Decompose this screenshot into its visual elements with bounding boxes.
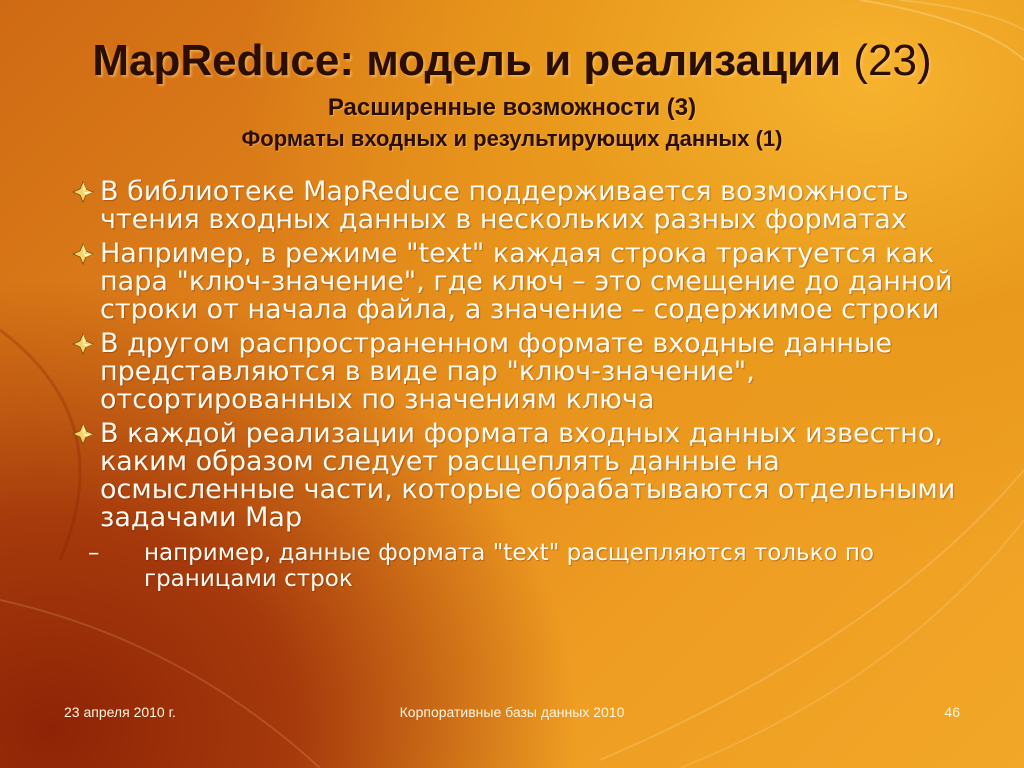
diamond-star-bullet-icon bbox=[72, 181, 94, 203]
slide-subtitle-1: Расширенные возможности (3) bbox=[327, 94, 697, 121]
bullet-item bbox=[72, 330, 972, 414]
footer-date: 23 апреля 2010 г. bbox=[64, 704, 176, 720]
bullet-item bbox=[72, 178, 972, 234]
slide-content bbox=[72, 178, 972, 592]
bullet-item bbox=[72, 240, 972, 324]
slide-title-number: (23) bbox=[853, 36, 932, 85]
sub-bullet-item bbox=[72, 540, 972, 592]
slide-title-main: MapReduce: модель и реализации bbox=[92, 36, 842, 85]
diamond-star-bullet-icon bbox=[72, 423, 94, 445]
slide-number: 46 bbox=[944, 704, 960, 720]
diamond-star-bullet-icon bbox=[72, 243, 94, 265]
bullet-text: В библиотеке MapReduce поддерживается возможность чтения входных данных в нескольких разных форматах bbox=[100, 176, 909, 235]
slide-subtitle-2: Форматы входных и результирующих данных (1) bbox=[241, 126, 783, 151]
sub-bullet-dash: – bbox=[88, 540, 100, 566]
bullet-text: Например, в режиме "text" каждая строка трактуется как пара "ключ-значение", где ключ – это смещение до данной строки от начала файла, а значение – содержимое строки bbox=[100, 238, 953, 325]
bullet-text: В другом распространенном формате входные данные представляются в виде пар "ключ-значение", отсортированных по значениям ключа bbox=[100, 328, 892, 415]
footer-title: Корпоративные базы данных 2010 bbox=[399, 704, 625, 720]
diamond-star-bullet-icon bbox=[72, 333, 94, 355]
bullet-item bbox=[72, 420, 972, 532]
bullet-text: В каждой реализации формата входных данных известно, каким образом следует расщеплять данные на осмысленные части, которые обрабатываются отдельными задачами Map bbox=[100, 418, 956, 533]
sub-bullet-text: например, данные формата "text" расщепляются только по границами строк bbox=[144, 540, 874, 592]
slide-title bbox=[0, 36, 1024, 86]
